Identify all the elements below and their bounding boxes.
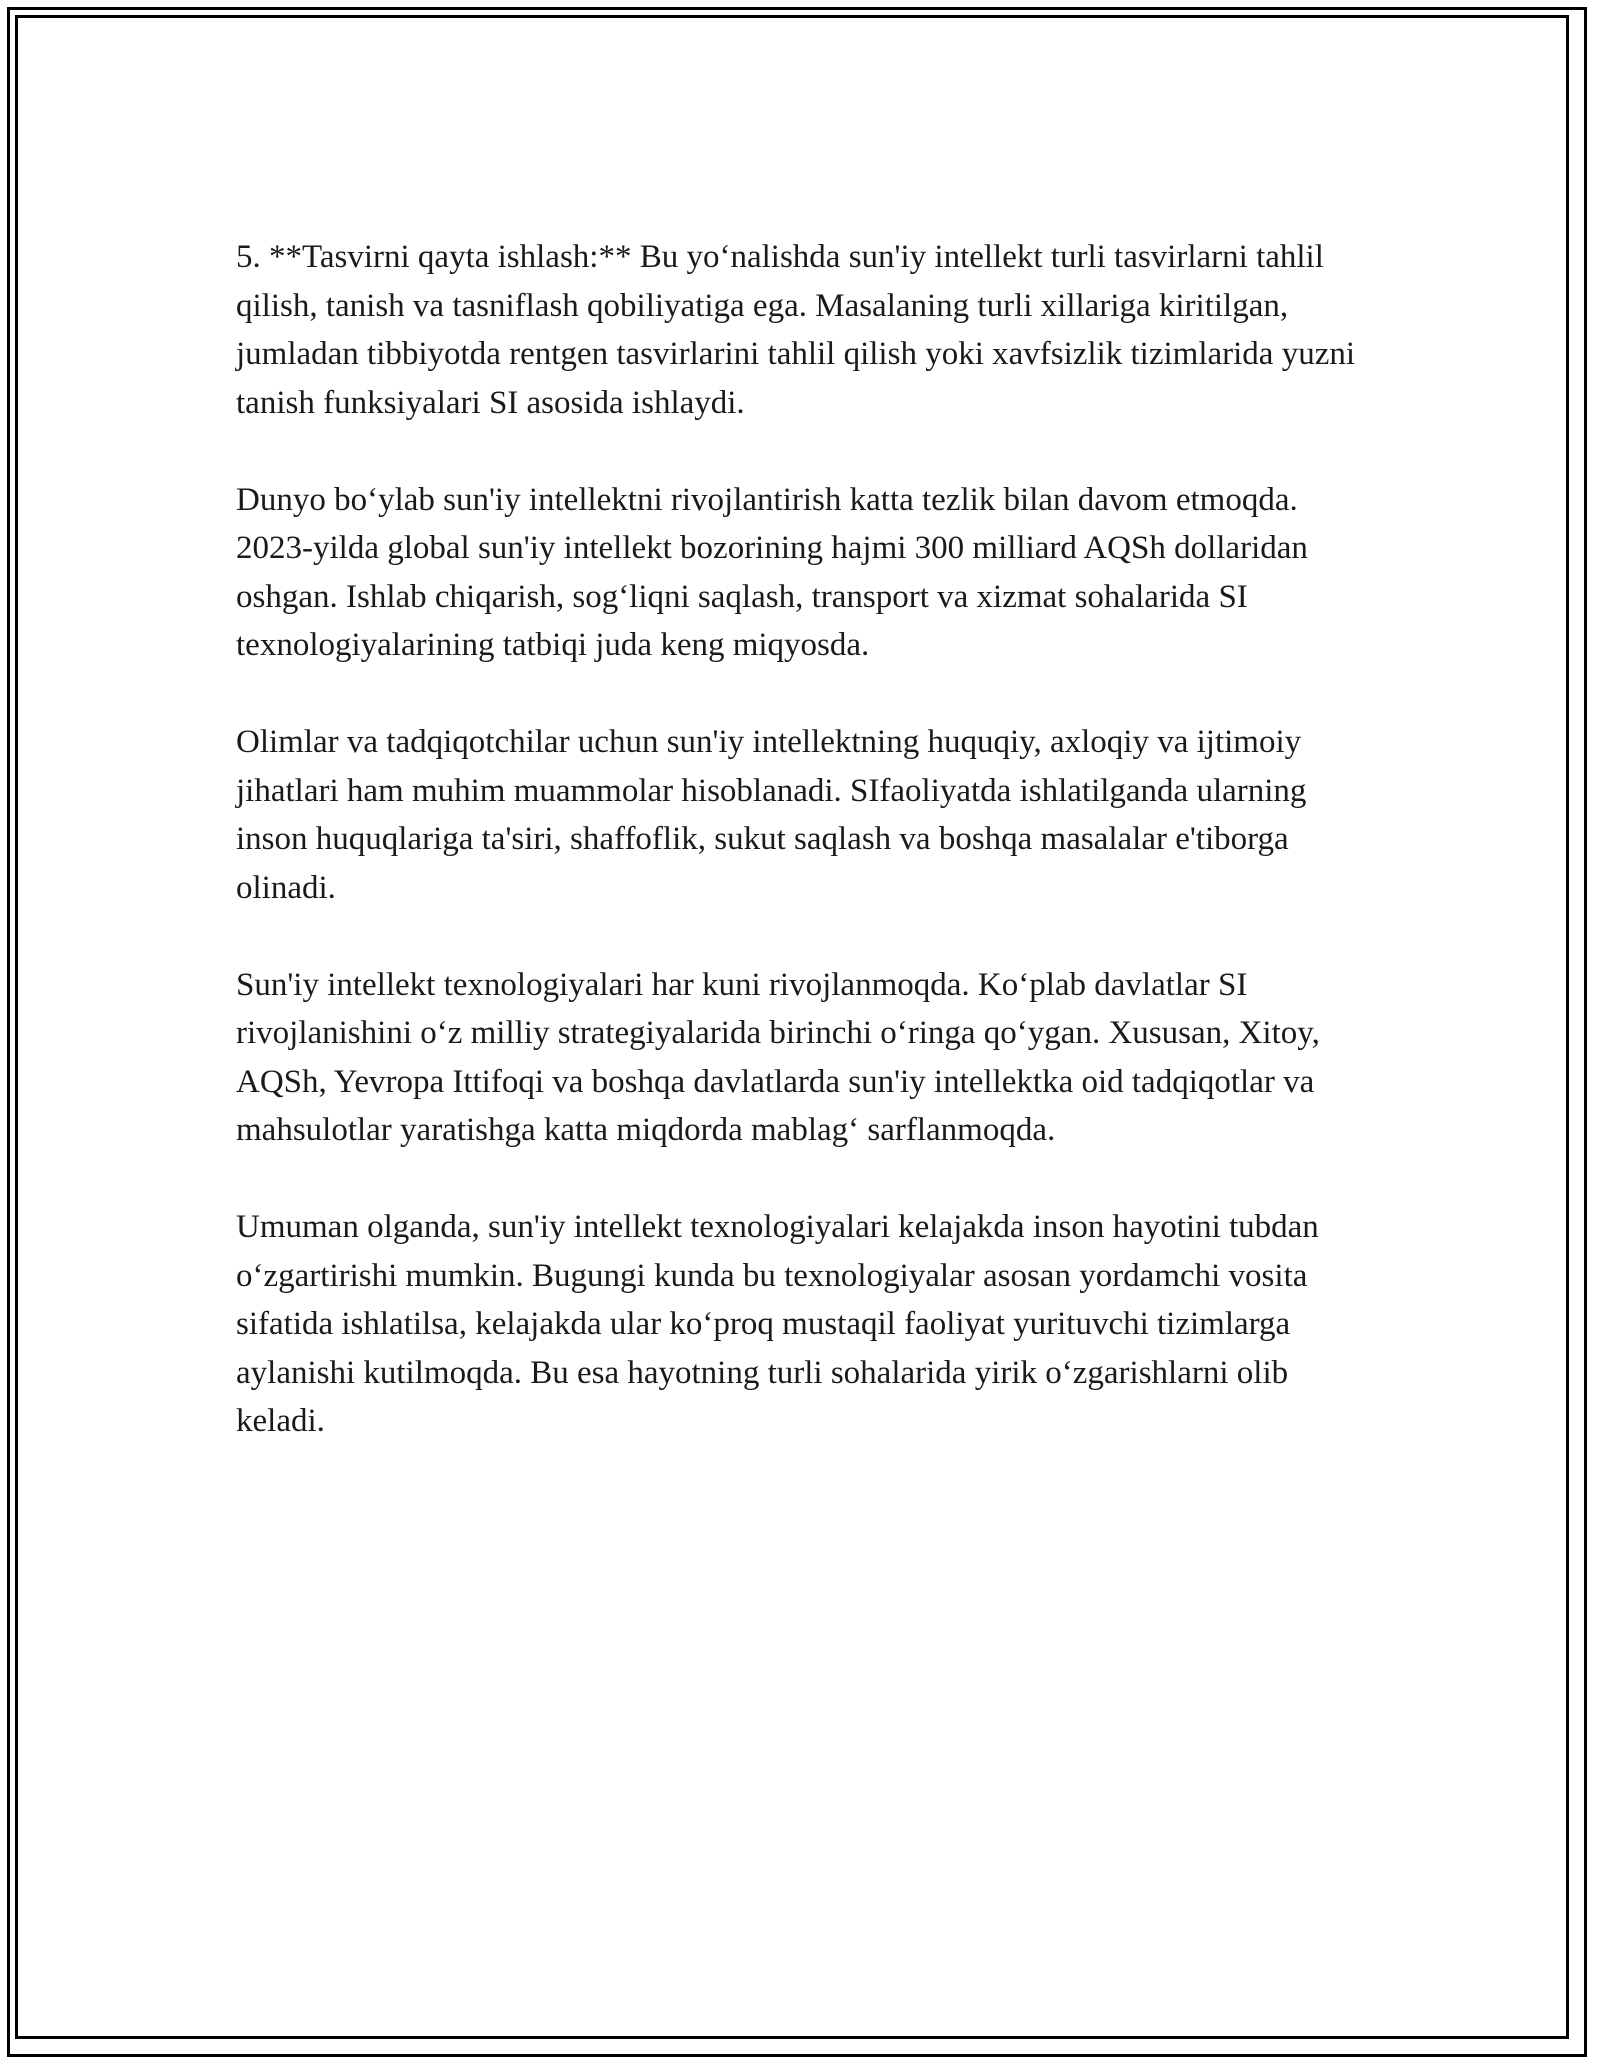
document-body xyxy=(236,233,1376,1494)
paragraph-national-strategies: Sun'iy intellekt texnologiyalari har kuni rivojlanmoqda. Ko‘plab davlatlar SI rivojlanishini o‘z milliy strategiyalarida birinchi o‘ringa qo‘ygan. Xususan, Xitoy, AQSh, Yevropa Ittifoqi va boshqa davlatlarda sun'iy intellektka oid tadqiqotlar va mahsulotlar yaratishga katta miqdorda mablag‘ sarflanmoqda. xyxy=(236,966,1320,1148)
paragraph-image-processing: 5. **Tasvirni qayta ishlash:** Bu yo‘nalishda sun'iy intellekt turli tasvirlarni tahlil qilish, tanish va tasniflash qobiliyatiga ega. Masalaning turli xillariga kiritilgan, jumladan tibbiyotda rentgen tasvirlarini tahlil qilish yoki xavfsizlik tizimlarida yuzni tanish funksiyalari SI asosida ishlaydi. xyxy=(236,239,1356,421)
paragraph-conclusion: Umuman olganda, sun'iy intellekt texnologiyalari kelajakda inson hayotini tubdan o‘zgartirishi mumkin. Bugungi kunda bu texnologiyalar asosan yordamchi vosita sifatida ishlatilsa, kelajakda ular ko‘proq mustaqil faoliyat yurituvchi tizimlarga aylanishi kutilmoqda. Bu esa hayotning turli sohalarida yirik o‘zgarishlarni olib keladi. xyxy=(236,1209,1319,1439)
paragraph-legal-ethical-aspects: Olimlar va tadqiqotchilar uchun sun'iy intellektning huquqiy, axloqiy va ijtimoiy jihatlari ham muhim muammolar hisoblanadi. SIfaoliyatda ishlatilganda ularning inson huquqlariga ta'siri, shaffoflik, sukut saqlash va boshqa masalalar e'tiborga olinadi. xyxy=(236,724,1307,906)
paragraph-global-development: Dunyo bo‘ylab sun'iy intellektni rivojlantirish katta tezlik bilan davom etmoqda. 2023-yilda global sun'iy intellekt bozorining hajmi 300 milliard AQSh dollaridan oshgan. Ishlab chiqarish, sog‘liqni saqlash, transport va xizmat sohalarida SI texnologiyalarining tatbiqi juda keng miqyosda. xyxy=(236,481,1308,663)
